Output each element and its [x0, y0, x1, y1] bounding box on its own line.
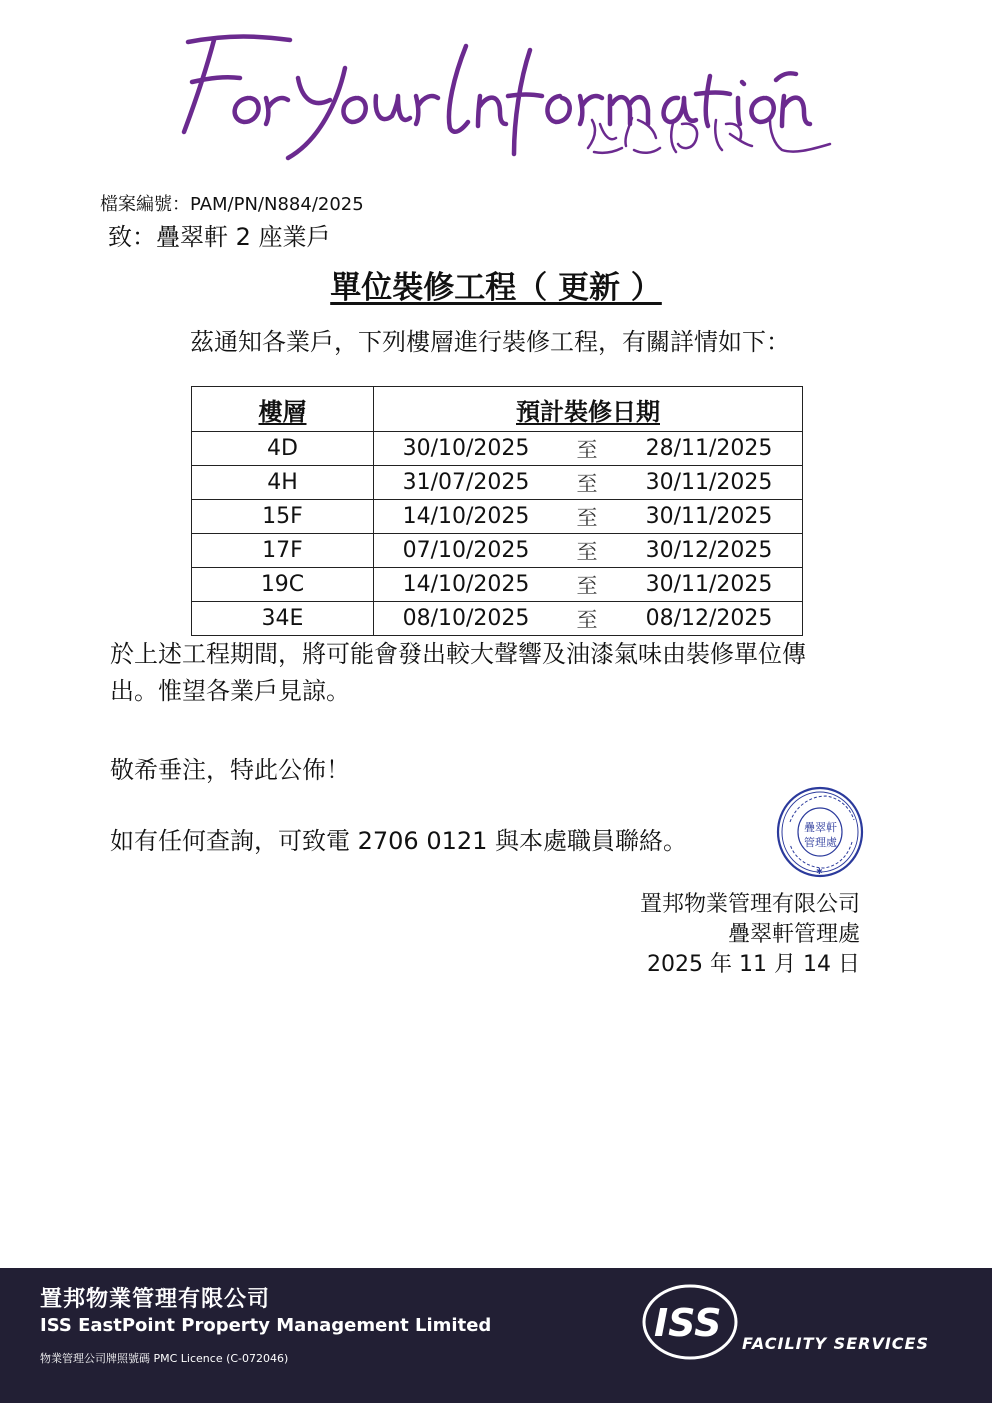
renovation-schedule-table	[191, 386, 803, 636]
floor-column-header: 樓層	[192, 387, 374, 432]
date-range-cell	[374, 466, 803, 500]
date-range-cell	[374, 534, 803, 568]
table-row	[192, 466, 803, 500]
notice-line-1: 於上述工程期間，將可能會發出較大聲響及油漆氣味由裝修單位傳	[110, 640, 806, 668]
table-row	[192, 568, 803, 602]
date-range	[374, 434, 802, 464]
date-range-cell	[374, 602, 803, 636]
date-range	[374, 604, 802, 634]
for-your-information-logo	[170, 20, 870, 170]
notice-title: 單位裝修工程（ 更新 ）	[330, 270, 662, 306]
svg-text:✱: ✱	[816, 867, 823, 876]
management-office-stamp	[776, 786, 866, 878]
svg-text:管理處: 管理處	[804, 836, 837, 849]
footer-company-cn: 置邦物業管理有限公司	[40, 1287, 271, 1312]
end-date: 30/11/2025	[645, 572, 773, 597]
date-range	[374, 502, 802, 532]
footer-bar	[0, 1268, 992, 1403]
table-row	[192, 432, 803, 466]
start-date: 07/10/2025	[402, 538, 530, 563]
date-range	[374, 570, 802, 600]
end-date: 28/11/2025	[645, 436, 773, 461]
end-date: 30/12/2025	[645, 538, 773, 563]
floor-cell: 4H	[192, 466, 374, 500]
floor-cell: 4D	[192, 432, 374, 466]
floor-cell: 15F	[192, 500, 374, 534]
signature-office: 疊翠軒管理處	[727, 922, 860, 947]
start-date: 31/07/2025	[402, 470, 530, 495]
floor-cell: 17F	[192, 534, 374, 568]
start-date: 08/10/2025	[402, 606, 530, 631]
date-separator: 至	[576, 573, 598, 598]
date-range	[374, 468, 802, 498]
signature-date: 2025 年 11 月 14 日	[647, 952, 860, 977]
svg-text:疊翠軒: 疊翠軒	[804, 821, 837, 834]
date-separator: 至	[576, 539, 598, 564]
floor-cell: 34E	[192, 602, 374, 636]
notice-paragraph	[110, 636, 900, 710]
iss-logo-text: ISS	[654, 1301, 722, 1345]
intro-paragraph: 茲通知各業戶，下列樓層進行裝修工程，有關詳情如下：	[190, 328, 790, 356]
closing-sentence: 敬希垂注，特此公佈！	[110, 756, 350, 784]
table-row	[192, 534, 803, 568]
table-header-row	[192, 387, 803, 432]
date-separator: 至	[576, 471, 598, 496]
recipient-line: 致：疊翠軒 2 座業戶	[108, 223, 331, 251]
end-date: 30/11/2025	[645, 470, 773, 495]
table-row	[192, 602, 803, 636]
start-date: 30/10/2025	[402, 436, 530, 461]
end-date: 30/11/2025	[645, 504, 773, 529]
iss-logo	[640, 1282, 744, 1362]
footer-licence: 物業管理公司牌照號碼 PMC Licence (C-072046)	[40, 1352, 289, 1365]
date-range-cell	[374, 500, 803, 534]
start-date: 14/10/2025	[402, 572, 530, 597]
date-separator: 至	[576, 437, 598, 462]
contact-sentence: 如有任何查詢，可致電 2706 0121 與本處職員聯絡。	[110, 827, 688, 855]
date-range-cell	[374, 432, 803, 466]
table-row	[192, 500, 803, 534]
footer-company-en: ISS EastPoint Property Management Limited	[40, 1315, 492, 1336]
date-separator: 至	[576, 505, 598, 530]
start-date: 14/10/2025	[402, 504, 530, 529]
end-date: 08/12/2025	[645, 606, 773, 631]
signature-company: 置邦物業管理有限公司	[639, 892, 860, 917]
dates-column-header: 預計裝修日期	[374, 387, 803, 432]
floor-cell: 19C	[192, 568, 374, 602]
date-range-cell	[374, 568, 803, 602]
notice-line-2: 出。惟望各業戶見諒。	[110, 677, 350, 705]
facility-services-tagline: FACILITY SERVICES	[742, 1334, 929, 1353]
reference-number: 檔案編號：PAM/PN/N884/2025	[100, 194, 364, 215]
date-separator: 至	[576, 607, 598, 632]
date-range	[374, 536, 802, 566]
